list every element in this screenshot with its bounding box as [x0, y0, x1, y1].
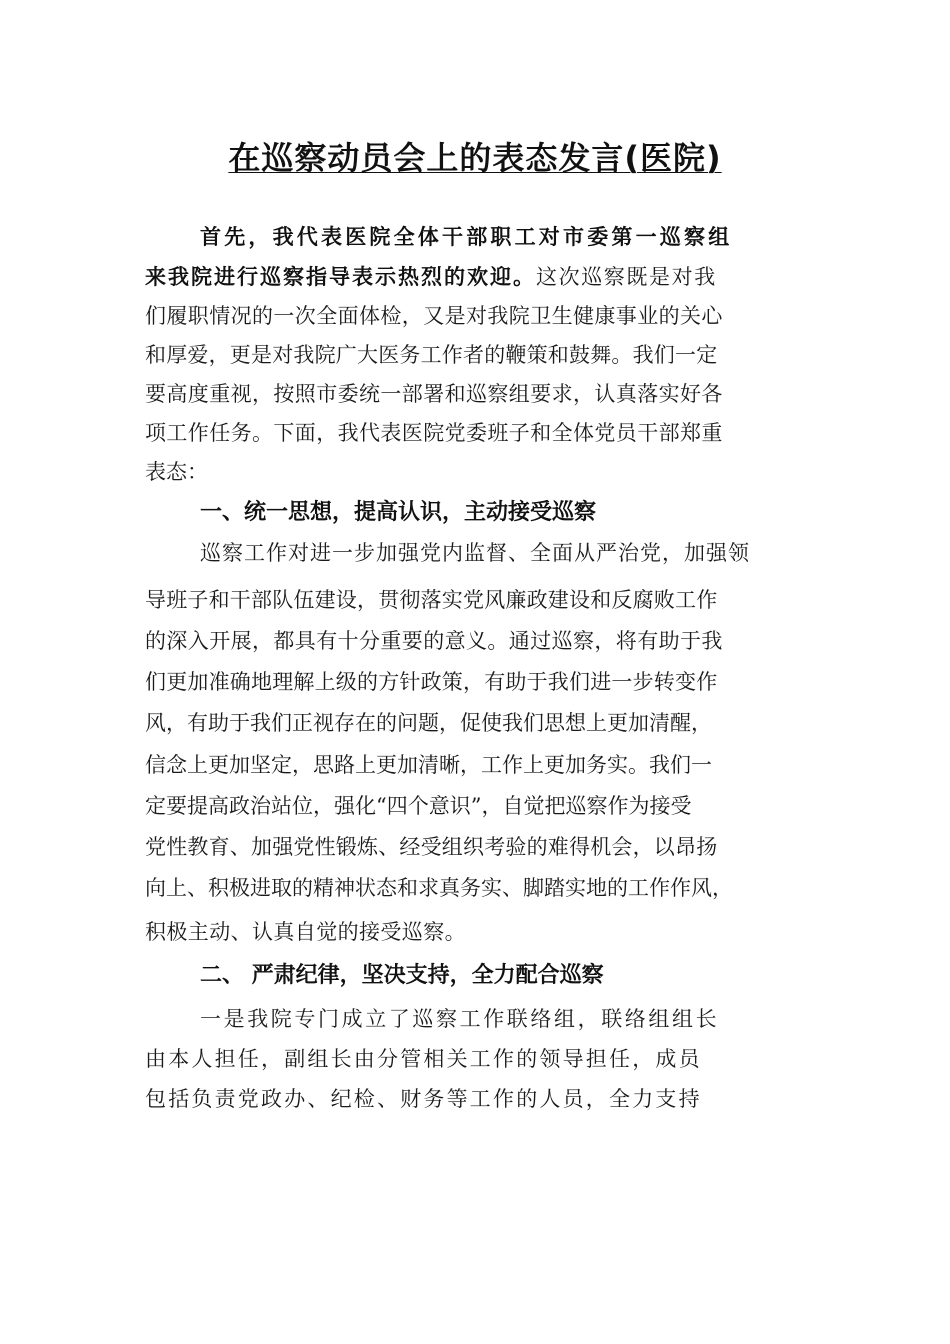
intro-line-1: 首先，我代表医院全体干部职工对市委第一巡察组: [200, 225, 733, 249]
section-1-line-2: 导班子和干部队伍建设，贯彻落实党风廉政建设和反腐败工作: [145, 588, 718, 612]
intro-line-5: 要高度重视，按照市委统一部署和巡察组要求，认真落实好各: [145, 382, 723, 406]
intro-line-3: 们履职情况的一次全面体检，又是对我院卫生健康事业的关心: [145, 304, 723, 328]
section-1-line-1: 巡察工作对进一步加强党内监督、全面从严治党，加强领: [200, 541, 750, 565]
section-2-line-3: 包括负责党政办、纪检、财务等工作的人员，全力支持: [145, 1087, 702, 1111]
section-2-line-2: 由本人担任，副组长由分管相关工作的领导担任，成员: [145, 1047, 702, 1071]
section-1-line-5: 风，有助于我们正视存在的问题，促使我们思想上更加清醒，: [145, 711, 712, 735]
section-1-line-8: 党性教育、加强党性锻炼、经受组织考验的难得机会，以昂扬: [145, 835, 718, 859]
section-2-heading: 二、 严肃纪律，坚决支持，全力配合巡察: [200, 963, 604, 988]
section-1-line-10: 积极主动、认真自觉的接受巡察。: [145, 920, 466, 944]
intro-line-2: [145, 262, 717, 292]
intro-line-2-bold: 来我院进行巡察指导表示热烈的欢迎。: [145, 265, 536, 289]
section-1-line-9: 向上、积极进取的精神状态和求真务实、脚踏实地的工作作风，: [145, 876, 733, 900]
section-1-heading: 一、统一思想，提高认识，主动接受巡察: [200, 500, 597, 525]
section-1-line-4: 们更加准确地理解上级的方针政策，有助于我们进一步转变作: [145, 670, 718, 694]
intro-line-2-rest: 这次巡察既是对我: [536, 265, 717, 289]
section-1-line-7: 定要提高政治站位，强化“四个意识”，自觉把巡察作为接受: [145, 794, 692, 818]
section-1-line-6: 信念上更加坚定，思路上更加清晰，工作上更加务实。我们一: [145, 753, 712, 777]
section-1-line-3: 的深入开展，都具有十分重要的意义。通过巡察，将有助于我: [145, 629, 723, 653]
intro-line-7: 表态：: [145, 460, 208, 484]
intro-line-4: 和厚爱，更是对我院广大医务工作者的鞭策和鼓舞。我们一定: [145, 343, 718, 367]
document-title: 在巡察动员会上的表态发言(医院): [228, 139, 722, 177]
intro-line-6: 项工作任务。下面，我代表医院党委班子和全体党员干部郑重: [145, 421, 723, 445]
section-2-line-1: 一是我院专门成立了巡察工作联络组，联络组组长: [200, 1007, 720, 1031]
